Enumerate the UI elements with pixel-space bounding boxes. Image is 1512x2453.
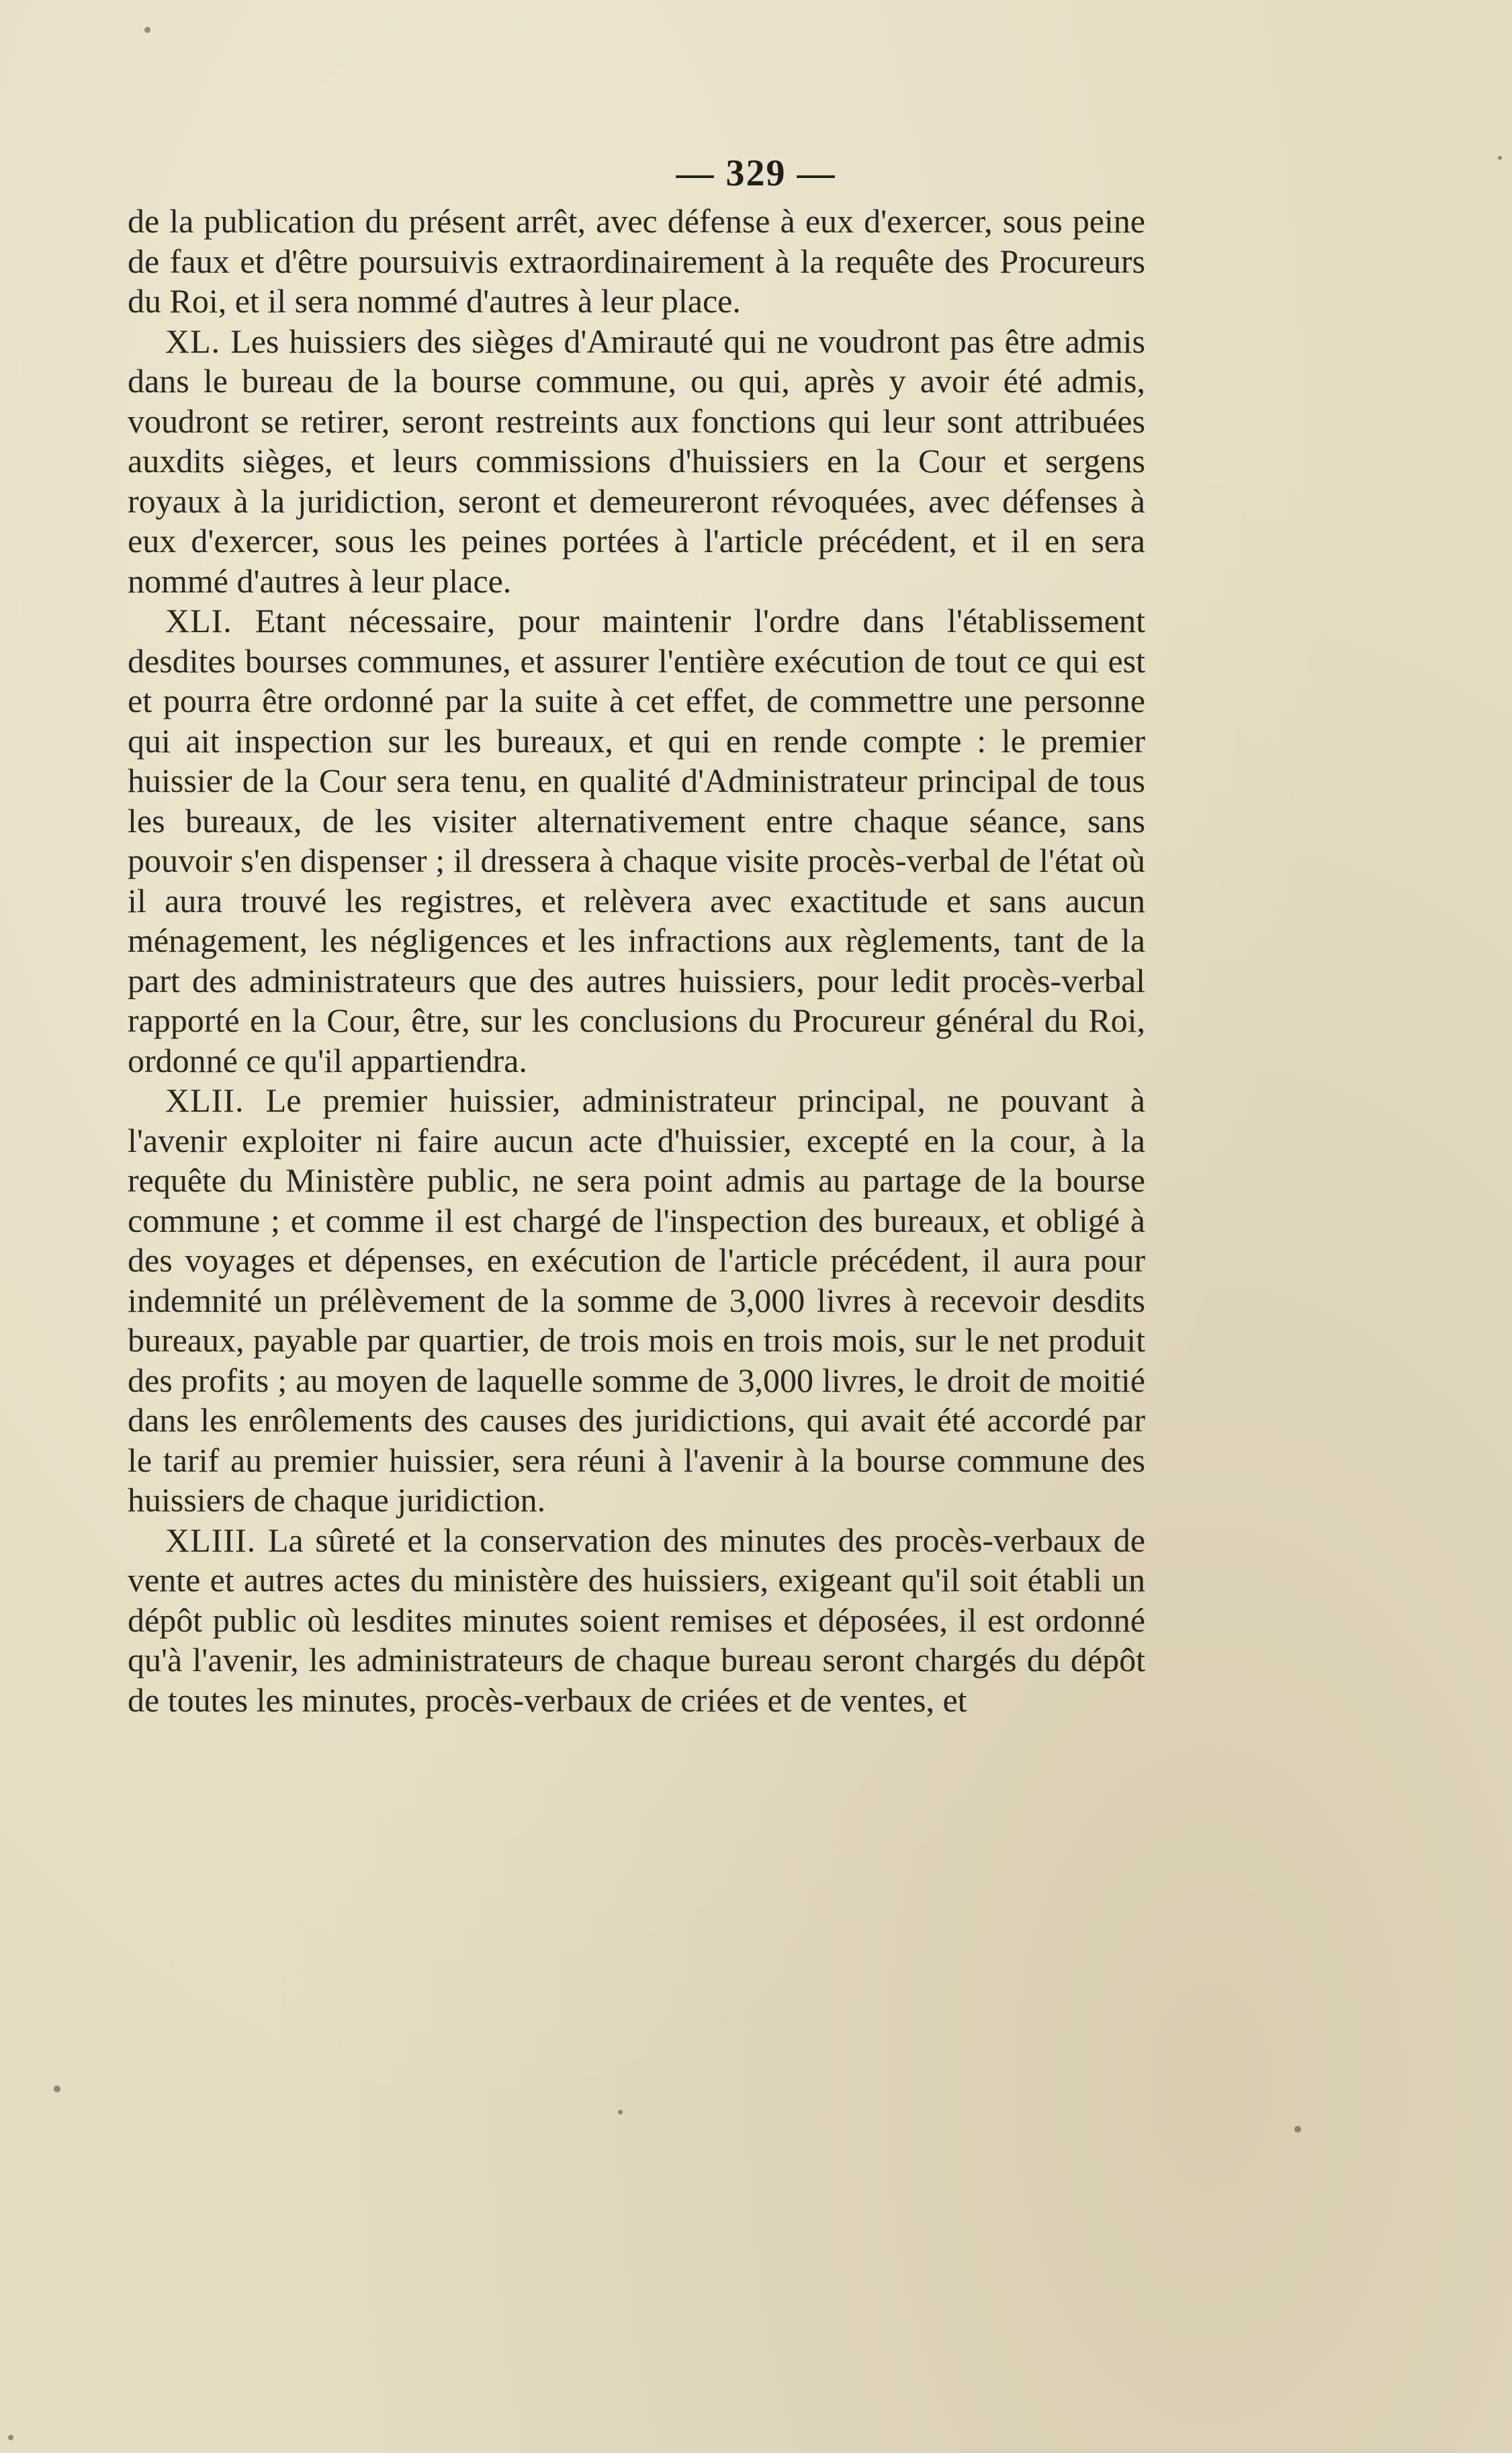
paragraph-text: La sûreté et la conservation des minutes des procès-verbaux de vente et autres actes du ministère des huissiers, exigeant qu'il soit établi un dépôt public où lesdites minutes soient remises et déposées, il est ordonné qu'à l'avenir, les administrateurs de chaque bureau seront chargés du dépôt de toutes les minutes, procès-verbaux de criées et de ventes, et xyxy=(128,1521,1145,1719)
paragraph-continuation xyxy=(128,202,1145,322)
body-text xyxy=(128,202,1145,1720)
article-xli xyxy=(128,601,1145,1081)
paper-speck xyxy=(144,27,150,33)
paragraph-text: Le premier huissier, administrateur principal, ne pouvant à l'avenir exploiter ni faire aucun acte d'huissier, excepté en la cour, à la requête du Ministère public, ne sera point admis au partage de la bourse commune ; et comme il est chargé de l'inspection des bureaux, et obligé à des voyages et dépenses, en exécution de l'article précédent, il aura pour indemnité un prélèvement de la somme de 3,000 livres à recevoir desdits bureaux, payable par quartier, de trois mois en trois mois, sur le net produit des profits ; au moyen de laquelle somme de 3,000 livres, le droit de moitié dans les enrôlements des causes des juridictions, qui avait été accordé par le tarif au premier huissier, sera réuni à l'avenir à la bourse commune des huissiers de chaque juridiction. xyxy=(128,1081,1145,1519)
paper-speck xyxy=(1294,2126,1301,2133)
paper-speck xyxy=(8,2435,13,2440)
article-xlii xyxy=(128,1081,1145,1521)
article-numeral: XL. xyxy=(165,322,221,360)
paragraph-text: de la publication du présent arrêt, avec défense à eux d'exercer, sous peine de faux et d'être poursuivis extraordinairement à la requête des Procureurs du Roi, et il sera nommé d'autres à leur place. xyxy=(128,202,1145,320)
paragraph-text: Les huissiers des sièges d'Amirauté qui ne voudront pas être admis dans le bureau de la bourse commune, ou qui, après y avoir été admis, voudront se retirer, seront restreints aux fonctions qui leur sont attribuées auxdits sièges, et leurs commissions d'huissiers en la Cour et sergens royaux à la juridiction, seront et demeureront révoquées, avec défenses à eux d'exercer, sous les peines portées à l'article précédent, et il en sera nommé d'autres à leur place. xyxy=(128,322,1145,600)
article-xliii xyxy=(128,1521,1145,1721)
paragraph-text: Etant nécessaire, pour maintenir l'ordre dans l'établissement desdites bourses communes, et assurer l'entière exécution de tout ce qui est et pourra être ordonné par la suite à cet effet, de commettre une personne qui ait inspection sur les bureaux, et qui en rende compte : le premier huissier de la Cour sera tenu, en qualité d'Administrateur principal de tous les bureaux, de les visiter alternativement entre chaque séance, sans pouvoir s'en dispenser ; il dressera à chaque visite procès-verbal de l'état où il aura trouvé les registres, et relèvera avec exactitude et sans aucun ménagement, les négligences et les infractions aux règlements, tant de la part des administrateurs que des autres huissiers, pour ledit procès-verbal rapporté en la Cour, être, sur les conclusions du Procureur général du Roi, ordonné ce qu'il appartiendra. xyxy=(128,602,1145,1079)
paper-speck xyxy=(1498,156,1502,160)
paper-speck xyxy=(54,2086,60,2092)
article-xl xyxy=(128,322,1145,602)
paper-speck xyxy=(618,2110,623,2114)
article-numeral: XLIII. xyxy=(165,1521,257,1559)
page-number: — 329 — xyxy=(676,152,836,194)
article-numeral: XLI. xyxy=(165,602,232,639)
article-numeral: XLII. xyxy=(165,1081,244,1119)
